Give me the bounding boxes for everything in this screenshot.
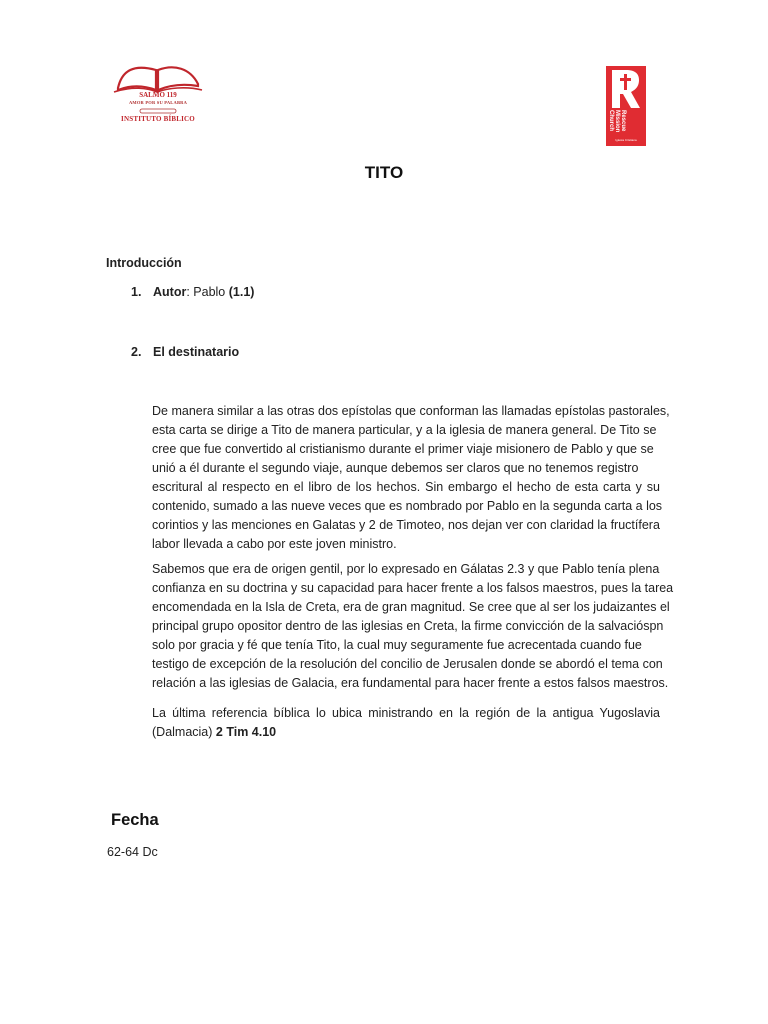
paragraph-text: (Dalmacia) bbox=[152, 725, 216, 739]
paragraph-line: escritural al respecto en el libro de los hechos. Sin embargo el hecho de esta carta y su bbox=[152, 480, 660, 494]
logo-right-tagline: Iglesia Cristiana bbox=[615, 138, 637, 142]
list-value: Pablo bbox=[193, 285, 229, 299]
paragraph-origen bbox=[152, 560, 674, 693]
paragraph-line: unió a él durante el segundo viaje, aunque debemos ser claros que no tenemos registro bbox=[152, 461, 639, 475]
list-separator: : bbox=[186, 285, 194, 299]
paragraph-line: solo por gracia y fé que tenía Tito, la cual muy seguramente fue acrecentada cuando fue bbox=[152, 638, 642, 652]
paragraph-line: testigo de excepción de la resolución del concilio de Jerusalen donde se abordó el tema con bbox=[152, 657, 663, 671]
logo-right-line1: Rescue bbox=[620, 110, 626, 132]
logo-right-line2: Mission bbox=[614, 110, 620, 133]
paragraph-line: De manera similar a las otras dos epístolas que conforman las llamadas epístolas pastorales, bbox=[152, 404, 670, 418]
paragraph-line bbox=[152, 723, 660, 742]
scroll-divider-icon bbox=[138, 107, 178, 115]
logo-right-line3: Church bbox=[608, 110, 614, 131]
paragraph-line: cree que fue convertido al cristianismo durante el primer viaje misionero de Pablo y que se bbox=[152, 442, 654, 456]
verse-reference: (1.1) bbox=[228, 285, 255, 299]
paragraph-line: contenido, sumado a las nueve veces que es nombrado por Pablo en la segunda carta a los bbox=[152, 499, 663, 513]
paragraph-line: confianza en su doctrina y su capacidad para hacer frente a los falsos maestros, pues la tarea bbox=[152, 581, 674, 595]
paragraph-line: corintios y las menciones en Galatas y 2 de Timoteo, nos dejan ver con claridad la fructífera bbox=[152, 518, 660, 532]
open-book-icon bbox=[112, 60, 204, 94]
logo-left-line2: AMOR POR SU PALABRA bbox=[128, 100, 188, 105]
paragraph-referencia bbox=[152, 704, 660, 742]
verse-reference: 2 Tim 4.10 bbox=[215, 725, 277, 739]
list-item-autor bbox=[131, 285, 631, 303]
logo-right-text bbox=[608, 110, 626, 150]
list-label: El destinatario bbox=[153, 345, 240, 359]
fecha-value: 62-64 Dc bbox=[107, 845, 158, 859]
page-title: TITO bbox=[364, 163, 404, 182]
intro-heading: Introducción bbox=[106, 256, 182, 270]
logo-left-line3: INSTITUTO BÍBLICO bbox=[121, 115, 195, 123]
paragraph-line: relación a las iglesias de Galacia, era fundamental para hacer frente a estos falsos maestros. bbox=[152, 676, 669, 690]
list-label: Autor bbox=[153, 285, 187, 299]
list-number: 1. bbox=[131, 285, 142, 299]
cross-r-icon bbox=[609, 68, 643, 110]
paragraph-destinatario bbox=[152, 402, 670, 554]
paragraph-line: esta carta se dirige a Tito de manera particular, y a la iglesia de manera general. De Tito se bbox=[152, 423, 657, 437]
paragraph-line: Sabemos que era de origen gentil, por lo expresado en Gálatas 2.3 y que Pablo tenía plena bbox=[152, 562, 660, 576]
list-number: 2. bbox=[131, 345, 142, 359]
instituto-biblico-logo bbox=[112, 60, 204, 132]
rescue-mission-church-logo bbox=[606, 66, 646, 146]
paragraph-line: encomendada en la Isla de Creta, era de gran magnitud. Se cree que al ser los judaizantes el bbox=[152, 600, 670, 614]
list-item-destinatario bbox=[131, 345, 631, 363]
paragraph-line: labor llevada a cabo por este joven ministro. bbox=[152, 537, 397, 551]
paragraph-line: La última referencia bíblica lo ubica ministrando en la región de la antigua Yugoslavia bbox=[152, 706, 660, 720]
fecha-heading: Fecha bbox=[111, 811, 159, 829]
paragraph-line: principal grupo opositor dentro de las iglesias en Creta, la firme convicción de la salvacióspn bbox=[152, 619, 664, 633]
logo-left-line1: SALMO 119 bbox=[139, 91, 177, 99]
